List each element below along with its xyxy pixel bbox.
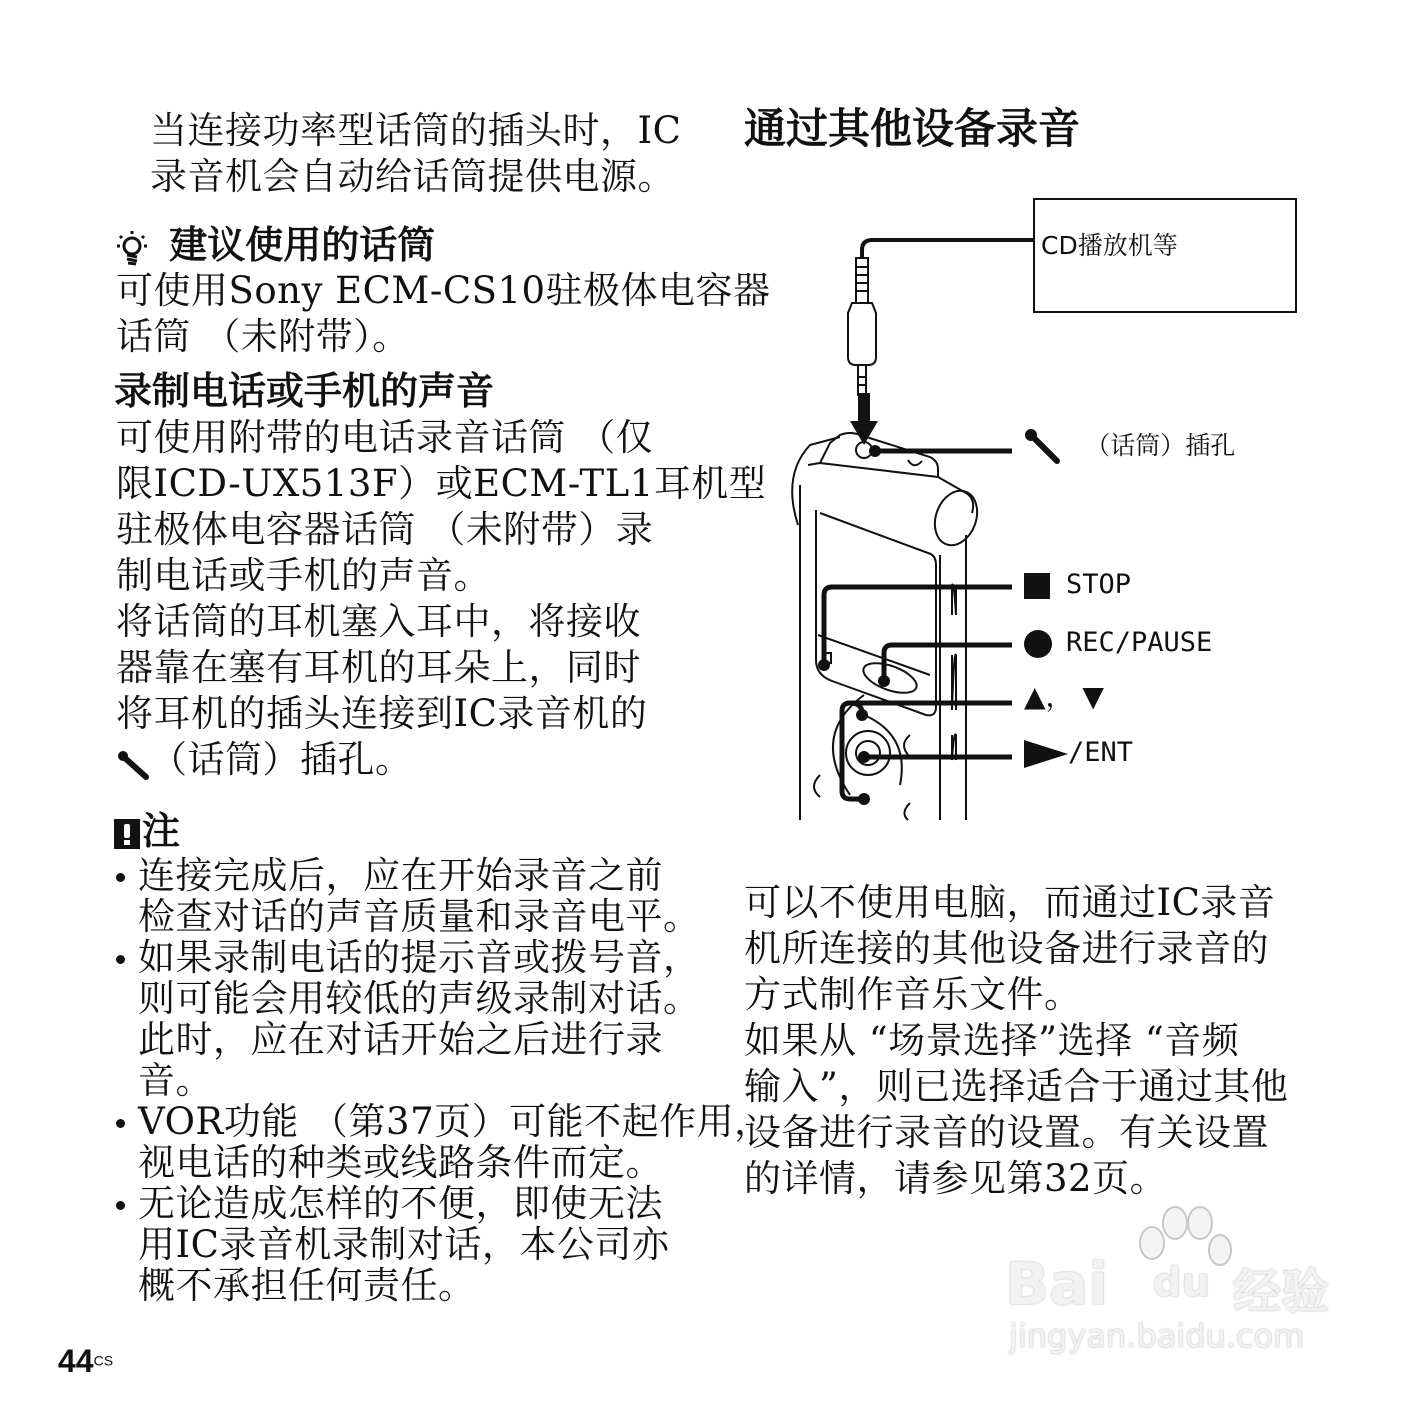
watermark-url: jingyan.baidu.com — [1009, 1317, 1305, 1355]
bullet-dot — [116, 955, 125, 964]
note-list — [114, 855, 772, 1306]
device-illustration — [780, 195, 1040, 825]
phone-section-body — [116, 415, 766, 783]
description-paragraph — [744, 880, 1288, 1202]
note-line: 连接完成后，应在开始录音之前 — [138, 854, 663, 897]
description-line: 方式制作音乐文件。 — [744, 973, 1082, 1016]
tip-line: 可使用Sony ECM-CS10驻极体电容器 — [116, 269, 771, 312]
note-line: 视电话的种类或线路条件而定。 — [138, 1141, 663, 1184]
watermark-brand-right: 经验 — [1233, 1264, 1330, 1320]
page-number-value: 44 — [58, 1343, 94, 1379]
note-bullet — [114, 1101, 772, 1183]
watermark-brand-left: Bai — [1005, 1250, 1109, 1318]
intro-paragraph — [150, 108, 681, 200]
cd-player-box — [1033, 198, 1297, 313]
phone-section-heading: 录制电话或手机的声音 — [114, 369, 495, 413]
note-heading — [114, 808, 180, 854]
phone-line: 驻极体电容器话筒 （未附带）录 — [116, 508, 654, 551]
description-line: 输入”，则已选择适合于通过其他 — [744, 1065, 1289, 1108]
tip-body — [116, 268, 771, 360]
phone-line: 将话筒的耳机塞入耳中，将接收 — [116, 600, 641, 643]
audio-plug-icon — [848, 258, 876, 405]
callout-play-ent — [1024, 737, 1133, 769]
play-triangle-icon — [1024, 740, 1068, 768]
microphone-icon — [1023, 427, 1061, 465]
tip-line: 话筒 （未附带）。 — [116, 315, 410, 358]
description-line: 的详情，请参见第32页。 — [744, 1157, 1168, 1200]
phone-line: 器靠在塞有耳机的耳朵上，同时 — [116, 646, 641, 689]
note-line: VOR功能 （第37页）可能不起作用， — [138, 1100, 772, 1143]
callout-label: REC/PAUSE — [1066, 627, 1213, 658]
note-line: 概不承担任何责任。 — [138, 1264, 476, 1307]
callout-stop — [1024, 569, 1131, 601]
note-line: 如果录制电话的提示音或拨号音， — [138, 936, 701, 979]
record-circle-icon — [1024, 630, 1052, 658]
callout-label: /ENT — [1068, 737, 1134, 768]
bullet-dot — [116, 873, 125, 882]
note-bullet — [114, 937, 772, 1101]
description-line: 可以不使用电脑，而通过IC录音 — [744, 881, 1276, 924]
connection-diagram — [780, 195, 1310, 825]
page-number-suffix: CS — [93, 1352, 114, 1369]
note-line: 用IC录音机录制对话，本公司亦 — [138, 1223, 670, 1266]
callout-label: STOP — [1066, 569, 1132, 600]
intro-line: 录音机会自动给话筒提供电源。 — [150, 155, 675, 198]
callout-up-down — [1024, 681, 1104, 713]
tip-title: 建议使用的话筒 — [169, 223, 436, 267]
callout-rec-pause — [1024, 627, 1212, 659]
description-line: 如果从 “场景选择”选择 “音频 — [744, 1019, 1240, 1062]
cd-player-label: CD播放机等 — [1041, 231, 1178, 260]
tip-heading — [114, 222, 435, 268]
note-bullet — [114, 855, 772, 937]
phone-line-last — [116, 737, 766, 783]
stop-square-icon — [1024, 573, 1050, 599]
phone-line: 可使用附带的电话录音话筒 （仅 — [116, 416, 654, 459]
phone-line: 将耳机的插头连接到IC录音机的 — [116, 692, 648, 735]
phone-line: 制电话或手机的声音。 — [116, 554, 491, 597]
lightbulb-icon — [114, 228, 150, 268]
baidu-watermark — [1005, 1205, 1335, 1365]
section-title: 通过其他设备录音 — [744, 104, 1081, 153]
note-line: 音。 — [138, 1059, 213, 1102]
microphone-icon — [116, 746, 150, 780]
phone-line-text: （话筒）插孔。 — [150, 738, 413, 781]
phone-line: 限ICD-UX513F）或ECM-TL1耳机型 — [116, 462, 767, 505]
callout-label: （话筒）插孔 — [1085, 430, 1236, 460]
up-down-triangle-icon: ▲， ▼ — [1024, 680, 1104, 713]
exclamation-box-icon — [114, 819, 140, 849]
note-line: 无论造成怎样的不便，即使无法 — [138, 1182, 663, 1225]
note-line: 此时，应在对话开始之后进行录 — [138, 1018, 663, 1061]
note-title: 注 — [142, 809, 181, 853]
note-bullet — [114, 1183, 772, 1306]
note-line: 检查对话的声音质量和录音电平。 — [138, 895, 701, 938]
callout-mic-jack — [1023, 427, 1235, 465]
note-line: 则可能会用较低的声级录制对话。 — [138, 977, 701, 1020]
intro-line: 当连接功率型话筒的插头时，IC — [150, 109, 682, 152]
watermark-brand-mid: du — [1153, 1260, 1211, 1306]
bullet-dot — [116, 1201, 125, 1210]
page-number — [58, 1343, 113, 1380]
description-line: 设备进行录音的设置。有关设置 — [744, 1111, 1269, 1154]
bullet-dot — [116, 1119, 125, 1128]
description-line: 机所连接的其他设备进行录音的 — [744, 927, 1269, 970]
